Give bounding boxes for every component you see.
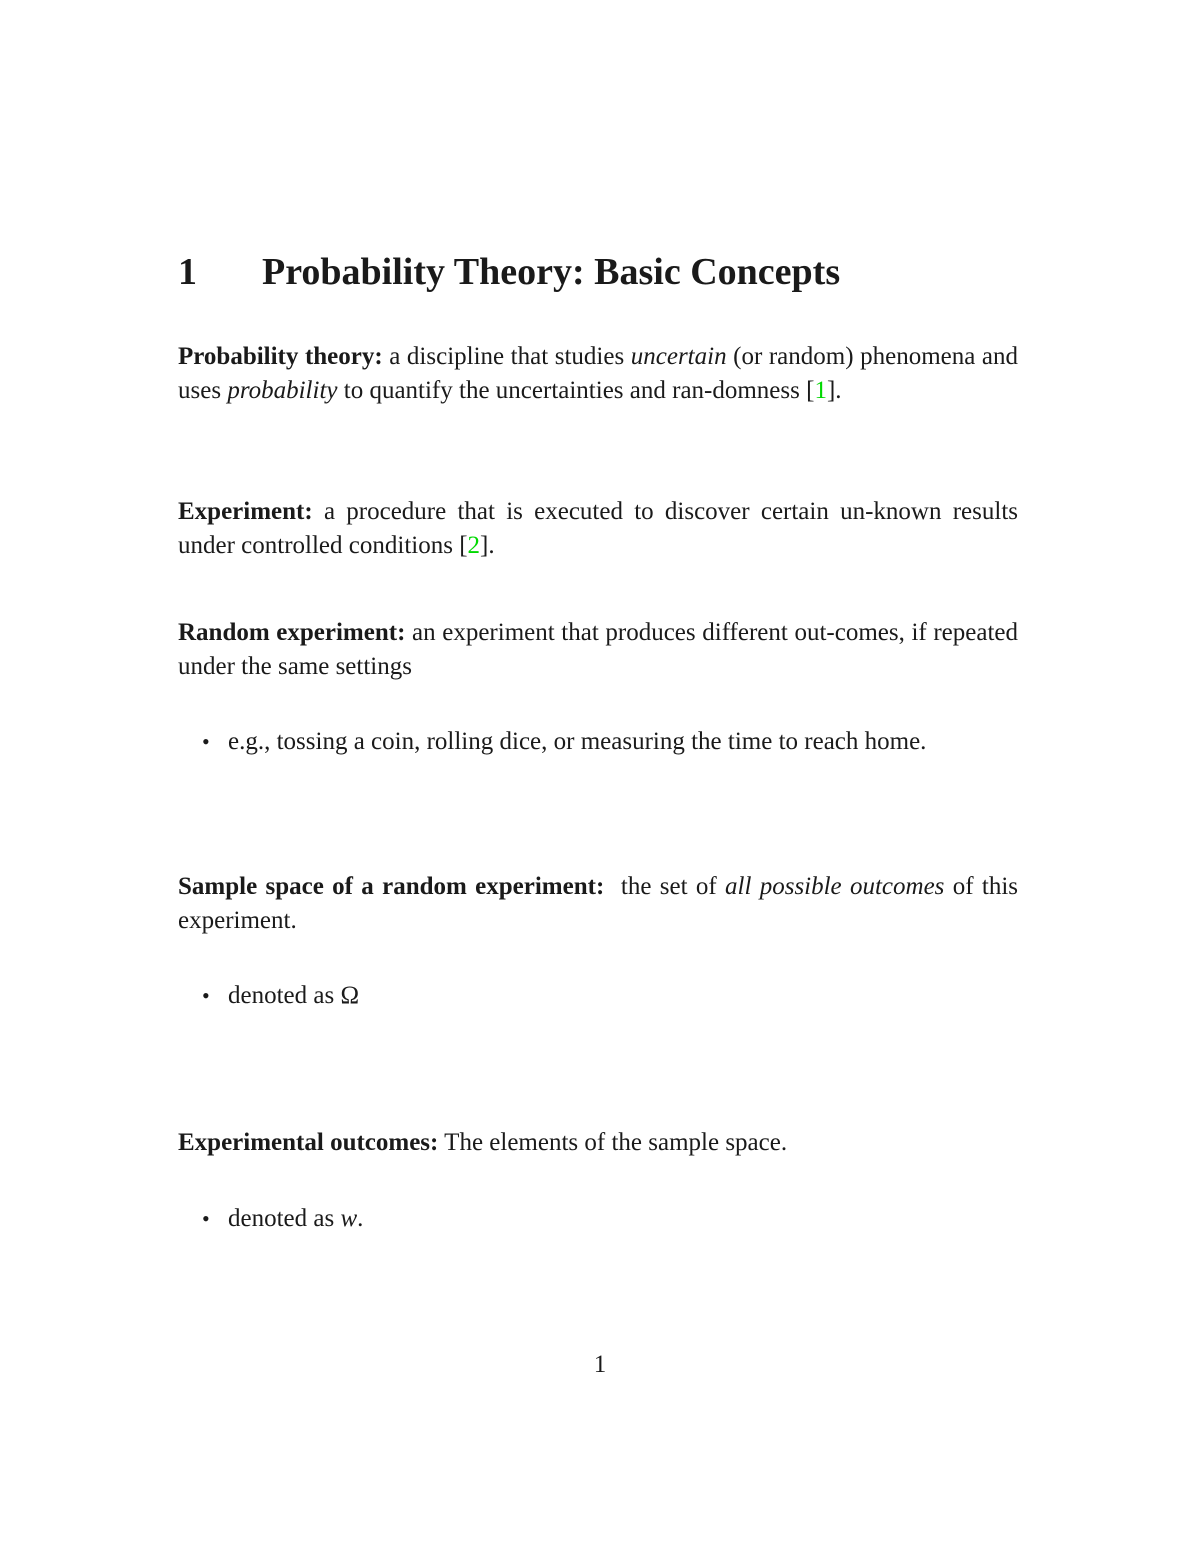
- emphasis-text: all possible outcomes: [725, 873, 945, 900]
- sample-space-definition: [178, 870, 1018, 938]
- bullet-text: denoted as Ω: [228, 982, 360, 1009]
- definition-text: to quantify the uncertainties and ran-domness [: [337, 377, 815, 404]
- bullet-item: [200, 1202, 1018, 1236]
- definition-text: an experiment that produces different out-comes, if repeated under the same settings: [178, 619, 1018, 680]
- definition-text: the set of: [604, 873, 725, 900]
- definition-text: ].: [480, 532, 495, 559]
- definition-term: Experimental outcomes:: [178, 1129, 439, 1156]
- bullet-text: .: [357, 1205, 364, 1232]
- section-number: 1: [178, 251, 197, 293]
- definition-text: (or random) phenomena and uses: [178, 343, 1018, 404]
- section-heading: [178, 248, 840, 296]
- definition-term: Probability theory:: [178, 343, 383, 370]
- definition-text: The elements of the sample space.: [438, 1129, 788, 1156]
- definition-term: Sample space of a random experiment:: [178, 873, 605, 900]
- bullet-item: [200, 725, 1018, 759]
- definition-text: of this experiment.: [178, 873, 1018, 934]
- bullet-item: [200, 979, 1018, 1013]
- emphasis-text: probability: [227, 377, 338, 404]
- citation-link[interactable]: 1: [814, 377, 827, 404]
- probability-theory-definition: [178, 340, 1018, 408]
- random-experiment-definition: [178, 616, 1018, 684]
- emphasis-text: w: [340, 1205, 358, 1232]
- definition-text: ].: [826, 377, 842, 404]
- experimental-outcomes-definition: [178, 1126, 1018, 1160]
- definition-text: a procedure that is executed to discover certain un-known results under controlled conditions [: [178, 498, 1018, 559]
- bullet-text: e.g., tossing a coin, rolling dice, or measuring the time to reach home.: [228, 728, 927, 755]
- bullet-icon: •: [202, 1206, 210, 1231]
- bullet-icon: •: [202, 983, 210, 1008]
- definition-text: a discipline that studies: [382, 343, 631, 370]
- bullet-icon: •: [202, 729, 210, 754]
- page-number: 1: [593, 1351, 607, 1378]
- citation-link[interactable]: 2: [467, 532, 481, 559]
- definition-term: Experiment:: [178, 498, 313, 525]
- definition-term: Random experiment:: [178, 619, 406, 646]
- bullet-text: denoted as: [228, 1205, 341, 1232]
- section-title: Probability Theory: Basic Concepts: [262, 251, 841, 293]
- experiment-definition: [178, 495, 1018, 563]
- emphasis-text: uncertain: [630, 343, 727, 370]
